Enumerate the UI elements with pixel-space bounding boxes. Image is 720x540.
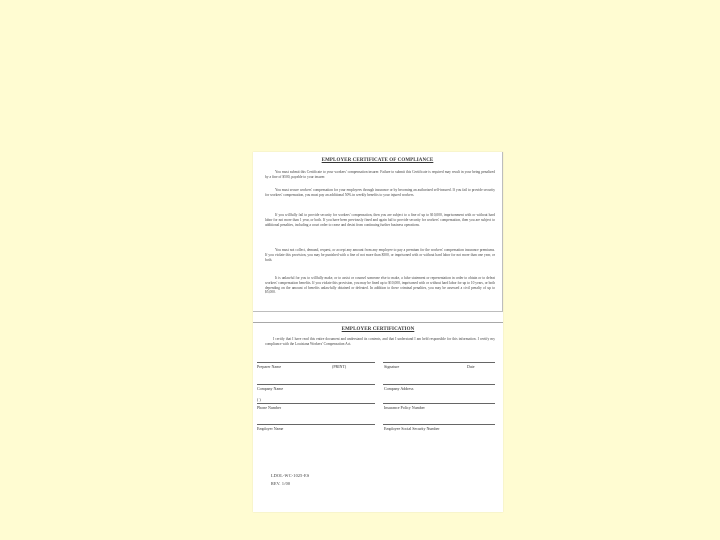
preparer-name-label: Preparer Name	[257, 364, 282, 369]
company-name-line	[257, 384, 375, 385]
company-name-label: Company Name	[257, 386, 284, 391]
signature-line	[383, 362, 495, 363]
employer-name-label: Employer Name	[257, 426, 284, 431]
compliance-title: EMPLOYER CERTIFICATE OF COMPLIANCE	[321, 158, 434, 163]
print-label: (PRINT)	[332, 364, 347, 369]
scanned-form	[253, 152, 503, 512]
date-label: Date	[467, 364, 475, 369]
insurance-policy-line	[383, 403, 495, 404]
phone-area-code: ( )	[257, 397, 261, 402]
compliance-paragraph-2: You must secure workers' compensation for your employees through insurance or by becoming an authorized self-insured. If you fail to provide security for workers' compensation, you must pay an additional 50% in weekly benefits to your injured workers.	[265, 188, 495, 197]
preparer-name-line	[257, 362, 375, 363]
employer-name-line	[257, 424, 375, 425]
compliance-paragraph-3: If you willfully fail to provide security for workers' compensation, then you are subject to a fine of up to $10,000, imprisonment with or without hard labor for not more than 1 year, or both. If you have been previously fined and again fail to provide security for workers' compensation, then you are subject to additional penalties, including a court order to cease and desist from continuing further business operations.	[265, 213, 495, 227]
certification-title: EMPLOYER CERTIFICATION	[341, 327, 415, 332]
compliance-section	[253, 152, 503, 312]
employee-ssn-label: Employee Social Security Number	[384, 426, 440, 431]
company-address-line	[383, 384, 495, 385]
form-id: LDOL-WC-1025-ES	[271, 473, 310, 478]
compliance-paragraph-1: You must submit this Certificate to your workers' compensation insurer. Failure to submit this Certificate is required may result in your being penalized by a fine of $500, payable to your insurer.	[265, 170, 495, 179]
phone-number-label: Phone Number	[257, 405, 282, 410]
signature-label: Signature	[384, 364, 400, 369]
compliance-paragraph-4: You must not collect, demand, request, or accept any amount from any employee to pay a premium for the workers' compensation insurance premiums. If you violate this provision, you may be punished with a fine of not more than $500, or imprisoned with or without hard labor for not more than one year, or both.	[265, 248, 495, 262]
certification-section	[253, 322, 503, 512]
compliance-paragraph-5: It is unlawful for you to willfully make, or to assist or counsel someone else to make, a false statement or representation in order to obtain or to defeat workers' compensation benefits. If you violate this provision, you may be fined up to $10,000, imprisoned with or without hard labor for up to 10 years, or both depending on the amount of benefits unlawfully obtained or defeated. In addition to these criminal penalties, you may be assessed a civil penalty of up to $5,000.	[265, 276, 495, 295]
certification-statement: I certify that I have read this entire document and understand its contents, and that I understand I am held responsible for this information. I certify my compliance with the Louisiana Workers' Compensation Act.	[265, 337, 495, 346]
form-revision: REV. 1/00	[271, 481, 291, 486]
employee-ssn-line	[383, 424, 495, 425]
company-address-label: Company Address	[384, 386, 414, 391]
insurance-policy-label: Insurance Policy Number	[384, 405, 425, 410]
phone-number-line	[257, 403, 375, 404]
